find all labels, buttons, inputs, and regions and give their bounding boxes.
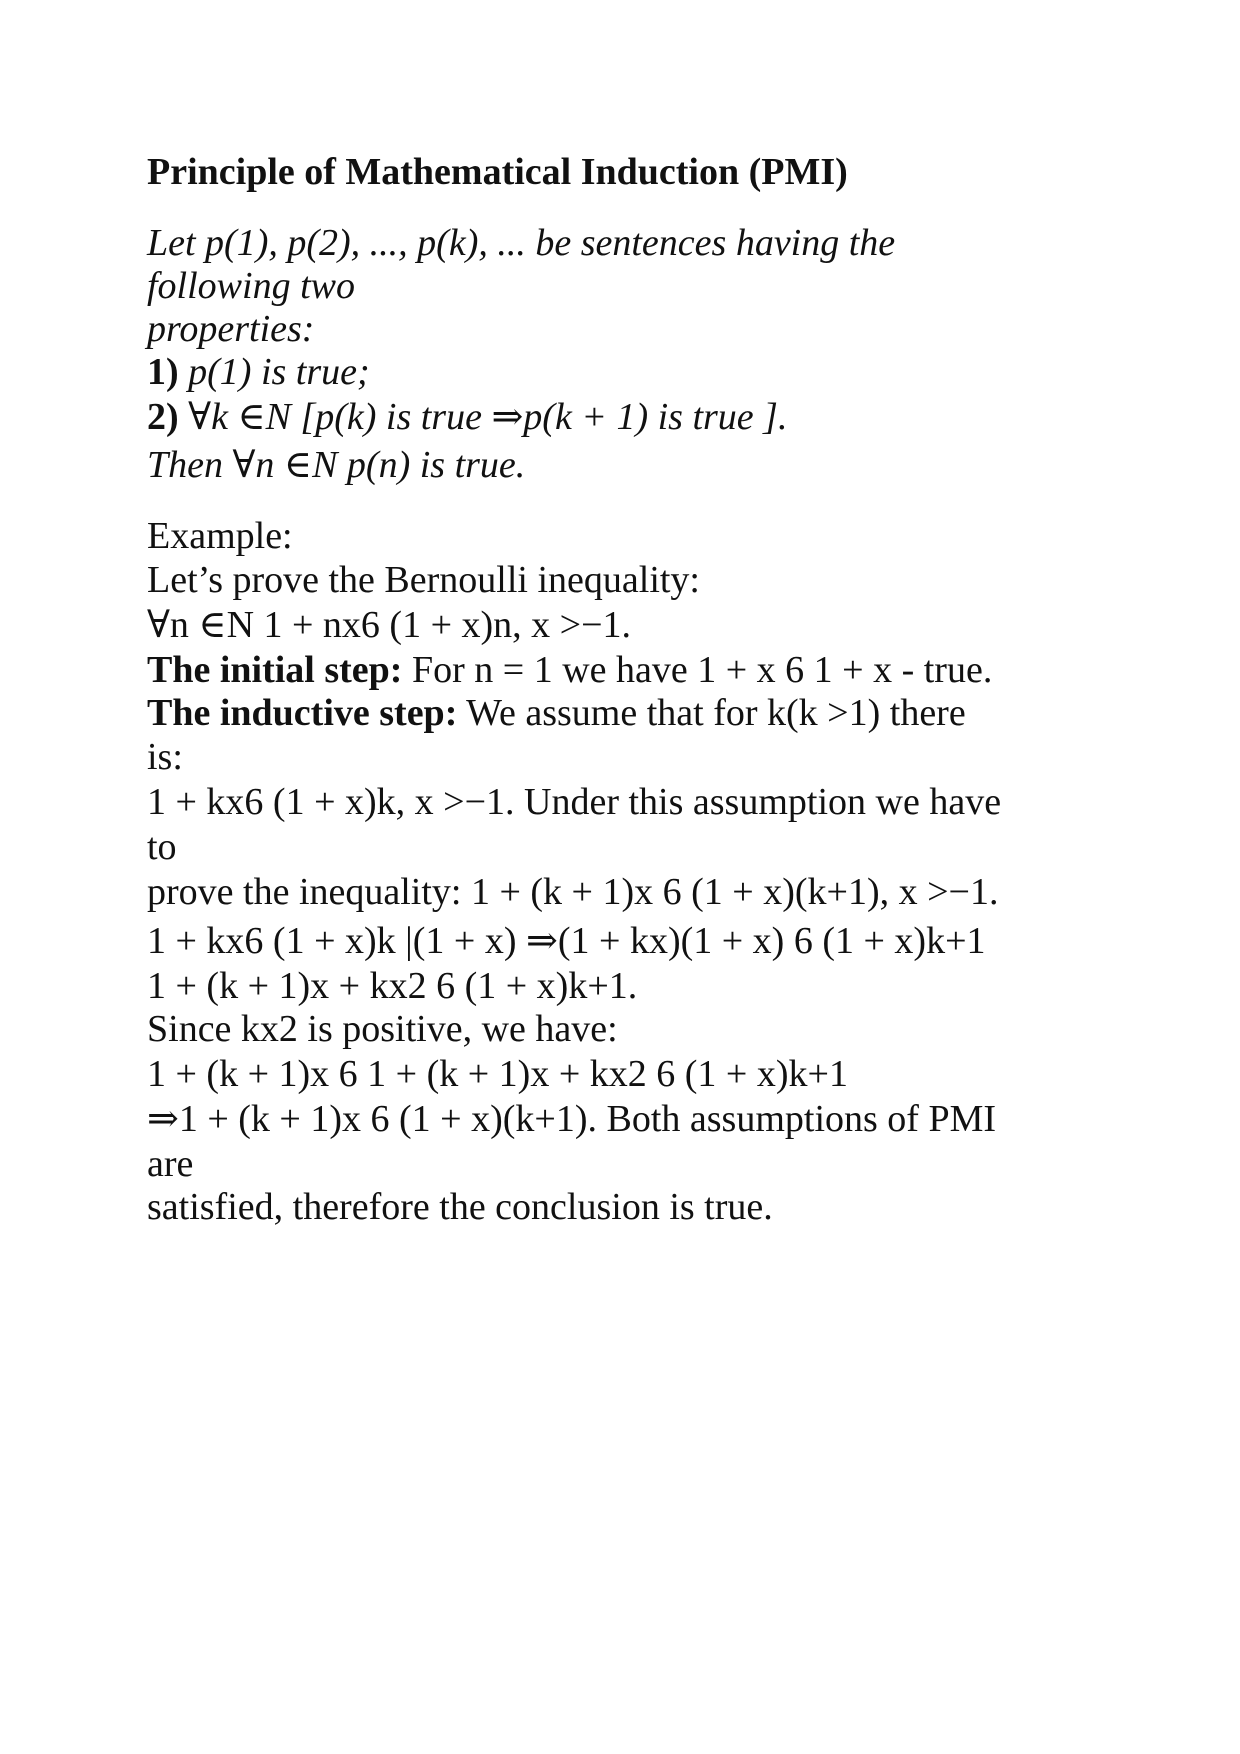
proof-line: are <box>147 1143 194 1185</box>
proof-line: 1 + (k + 1)x + kx2 6 (1 + x)k+1. <box>147 965 638 1007</box>
property-2-text: ∀k ∈N [p(k) is true ⇒p(k + 1) is true ]. <box>178 396 788 438</box>
proof-line: satisfied, therefore the conclusion is true. <box>147 1186 773 1228</box>
theorem-line-1: Let p(1), p(2), ..., p(k), ... be sentences having the <box>147 222 896 264</box>
property-1-number: 1) <box>147 351 179 393</box>
proof-line: Since kx2 is positive, we have: <box>147 1008 618 1050</box>
property-1-text: p(1) is true; <box>178 351 370 393</box>
property-2 <box>147 393 787 441</box>
conclusion: Then ∀n ∈N p(n) is true. <box>147 444 526 486</box>
proof-line: to <box>147 826 177 868</box>
property-2-number: 2) <box>147 396 179 438</box>
example-intro: Let’s prove the Bernoulli inequality: <box>147 559 700 601</box>
proof-line: ⇒1 + (k + 1)x 6 (1 + x)(k+1). Both assumptions of PMI <box>147 1098 997 1140</box>
document-title: Principle of Mathematical Induction (PMI) <box>147 151 848 193</box>
theorem-line-2: following two <box>147 265 355 307</box>
proof-line: is: <box>147 736 183 778</box>
inductive-step-text: We assume that for k(k >1) there <box>457 692 966 734</box>
initial-step <box>147 646 992 694</box>
example-label: Example: <box>147 515 293 557</box>
inductive-step <box>147 689 966 737</box>
inductive-step-label: The inductive step: <box>147 692 458 734</box>
property-1 <box>147 348 370 396</box>
proof-line: 1 + (k + 1)x 6 1 + (k + 1)x + kx2 6 (1 + x)k+1 <box>147 1053 848 1095</box>
proof-line: 1 + kx6 (1 + x)k |(1 + x) ⇒(1 + kx)(1 + x) 6 (1 + x)k+1 <box>147 920 986 962</box>
proof-line: 1 + kx6 (1 + x)k, x >−1. Under this assumption we have <box>147 781 1002 823</box>
theorem-line-3: properties: <box>147 308 315 350</box>
initial-step-text: For n = 1 we have 1 + x 6 1 + x - true. <box>402 649 993 691</box>
proof-line: prove the inequality: 1 + (k + 1)x 6 (1 + x)(k+1), x >−1. <box>147 871 999 913</box>
example-statement: ∀n ∈N 1 + nx6 (1 + x)n, x >−1. <box>147 604 632 646</box>
initial-step-label: The initial step: <box>147 649 403 691</box>
